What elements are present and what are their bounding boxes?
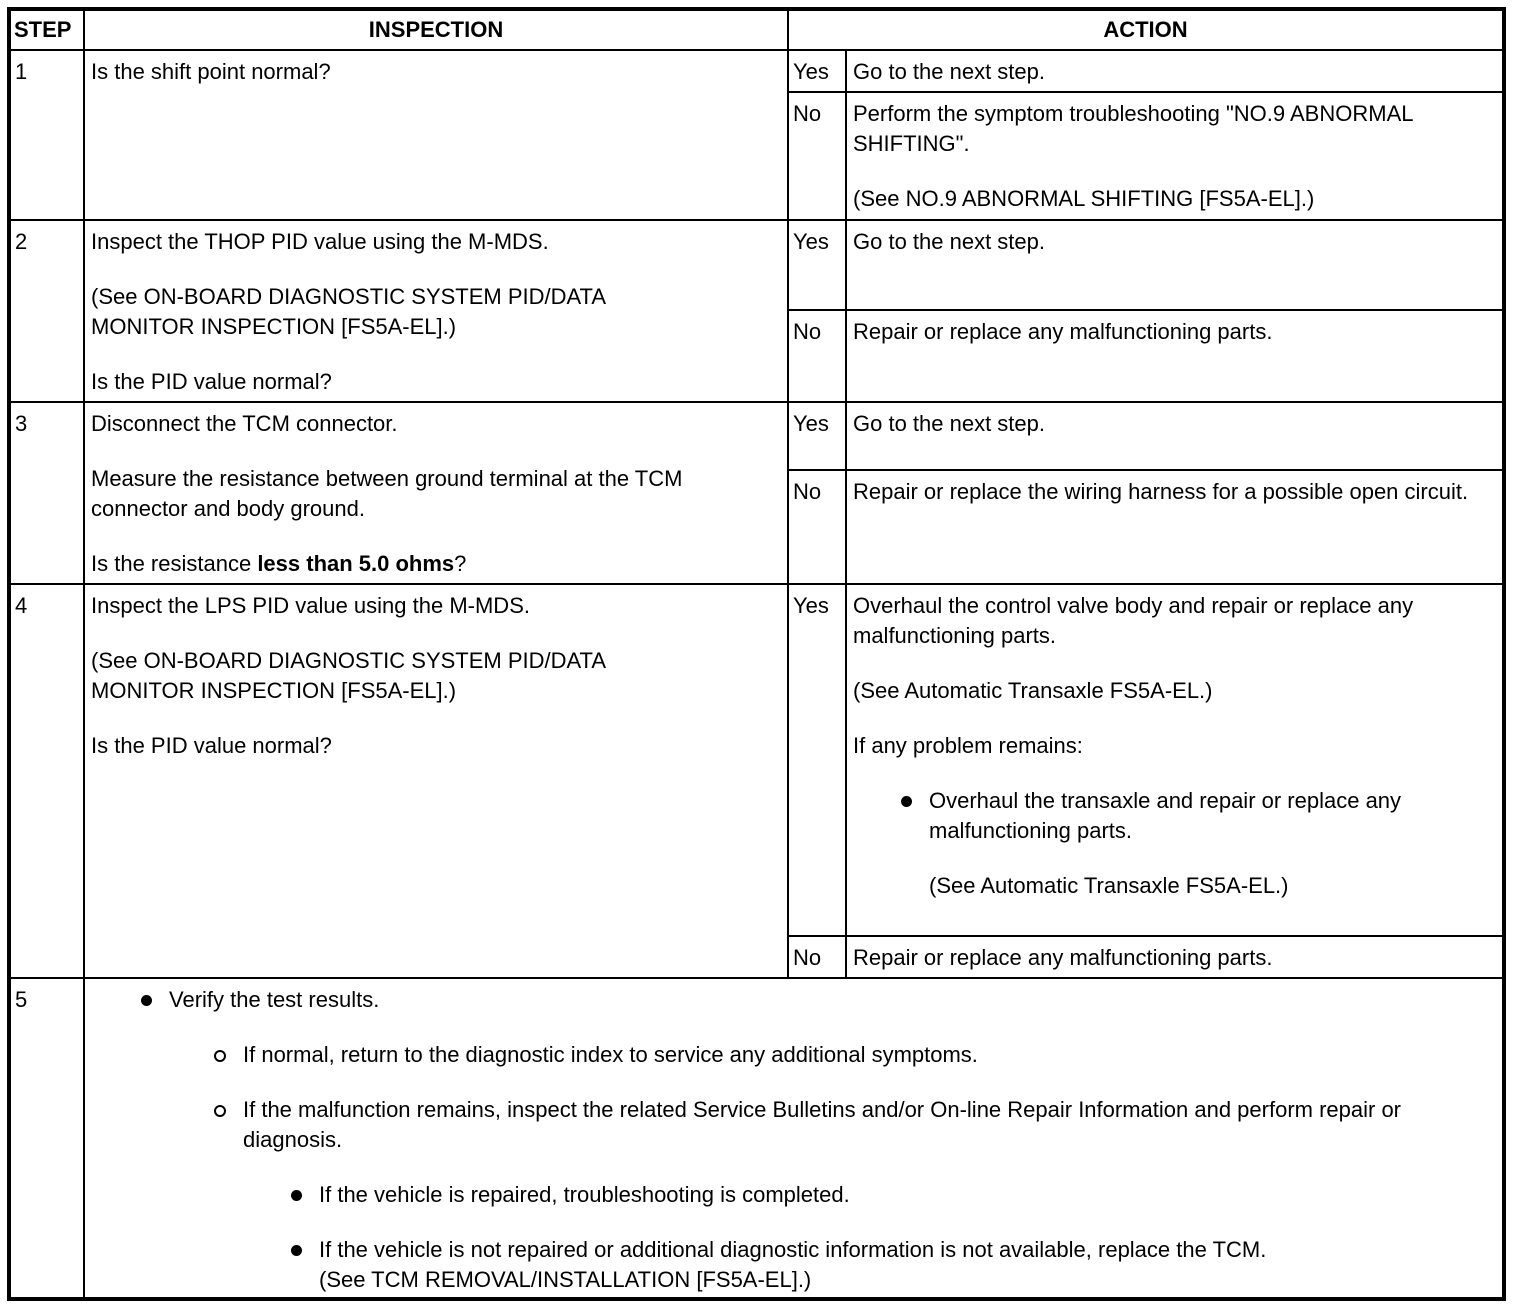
step5-content xyxy=(84,978,1504,1299)
step1-no-action xyxy=(846,92,1504,220)
yes-label: Yes xyxy=(788,220,846,310)
header-action: ACTION xyxy=(788,9,1504,50)
step4-yes-action xyxy=(846,584,1504,936)
troubleshooting-table xyxy=(7,7,1506,1301)
step5-row xyxy=(9,978,1504,1299)
step5-sub-2: If the malfunction remains, inspect the related Service Bulletins and/or On-line Repair Information and perform repair or diagnosis. xyxy=(243,1097,1402,1152)
step4-inspection-question: Is the PID value normal? xyxy=(91,733,332,758)
yes-label: Yes xyxy=(788,584,846,936)
step3-inspection xyxy=(84,402,788,584)
step3-yes-action: Go to the next step. xyxy=(846,402,1504,470)
step2-inspection-text: Inspect the THOP PID value using the M-MDS. xyxy=(91,229,549,254)
list-item xyxy=(893,786,1496,901)
no-label: No xyxy=(788,92,846,220)
step3-no-action: Repair or replace the wiring harness for a possible open circuit. xyxy=(846,470,1504,584)
step4-inspection-text: Inspect the LPS PID value using the M-MDS. xyxy=(91,593,530,618)
list-item xyxy=(207,1040,1496,1070)
step1-yes-action: Go to the next step. xyxy=(846,50,1504,92)
question-text: Is the resistance xyxy=(91,551,258,576)
step5-sub-1: If normal, return to the diagnostic index to service any additional symptoms. xyxy=(243,1042,978,1067)
step4-yes-row xyxy=(9,584,1504,936)
header-row xyxy=(9,9,1504,50)
list-item xyxy=(133,985,1496,1015)
list-item xyxy=(283,1180,1496,1210)
step1-inspection xyxy=(84,50,788,220)
bullet-icon xyxy=(291,1190,302,1201)
step4-inspection-ref: (See ON-BOARD DIAGNOSTIC SYSTEM PID/DATA MONITOR INSPECTION [FS5A-EL].) xyxy=(91,648,605,703)
step1-no-action-ref: (See NO.9 ABNORMAL SHIFTING [FS5A-EL].) xyxy=(853,186,1315,211)
no-label: No xyxy=(788,936,846,978)
step4-yes-action-ref: (See Automatic Transaxle FS5A-EL.) xyxy=(853,678,1213,703)
yes-label: Yes xyxy=(788,50,846,92)
step3-inspection-question xyxy=(91,549,781,579)
step2-inspection xyxy=(84,220,788,402)
step2-yes-row xyxy=(9,220,1504,310)
bullet-icon xyxy=(141,995,152,1006)
step4-no-action: Repair or replace any malfunctioning parts. xyxy=(846,936,1504,978)
step5-bullet: Verify the test results. xyxy=(169,987,380,1012)
bullet-icon xyxy=(291,1245,302,1256)
step2-inspection-question: Is the PID value normal? xyxy=(91,369,332,394)
step2-inspection-ref: (See ON-BOARD DIAGNOSTIC SYSTEM PID/DATA MONITOR INSPECTION [FS5A-EL].) xyxy=(91,284,605,339)
header-step: STEP xyxy=(9,9,84,50)
step4-yes-action-bullet: Overhaul the transaxle and repair or replace any malfunctioning parts. xyxy=(929,788,1402,843)
step5-subsub-2 xyxy=(319,1235,1496,1295)
header-inspection: INSPECTION xyxy=(84,9,788,50)
question-mark: ? xyxy=(454,551,467,576)
list-item xyxy=(207,1095,1403,1155)
step3-yes-row xyxy=(9,402,1504,470)
spec-value: less than 5.0 ohms xyxy=(257,551,455,576)
step4-yes-action-bullet-ref: (See Automatic Transaxle FS5A-EL.) xyxy=(929,873,1289,898)
step3-inspection-measure: Measure the resistance between ground terminal at the TCM connector and body ground. xyxy=(91,466,683,521)
step1-yes-row xyxy=(9,50,1504,92)
step5-subsub-2-text: If the vehicle is not repaired or additional diagnostic information is not available, replace the TCM. xyxy=(319,1237,1267,1262)
step-number: 1 xyxy=(9,50,84,220)
step-number: 5 xyxy=(9,978,84,1299)
step4-yes-action-text: Overhaul the control valve body and repair or replace any malfunctioning parts. xyxy=(853,593,1414,648)
step4-yes-action-remains: If any problem remains: xyxy=(853,733,1083,758)
circle-bullet-icon xyxy=(214,1050,226,1062)
step1-no-action-text: Perform the symptom troubleshooting "NO.9 ABNORMAL SHIFTING". xyxy=(853,101,1413,156)
step4-inspection xyxy=(84,584,788,978)
step-number: 3 xyxy=(9,402,84,584)
no-label: No xyxy=(788,470,846,584)
step-number: 4 xyxy=(9,584,84,978)
step5-subsub-1: If the vehicle is repaired, troubleshooting is completed. xyxy=(319,1182,850,1207)
step2-no-action: Repair or replace any malfunctioning parts. xyxy=(846,310,1504,402)
no-label: No xyxy=(788,310,846,402)
yes-label: Yes xyxy=(788,402,846,470)
list-item xyxy=(283,1235,1496,1295)
step-number: 2 xyxy=(9,220,84,402)
step3-inspection-text: Disconnect the TCM connector. xyxy=(91,411,398,436)
step1-inspection-text: Is the shift point normal? xyxy=(91,59,331,84)
bullet-icon xyxy=(901,796,912,807)
step2-yes-action: Go to the next step. xyxy=(846,220,1504,310)
circle-bullet-icon xyxy=(214,1105,226,1117)
step5-subsub-2-ref: (See TCM REMOVAL/INSTALLATION [FS5A-EL].) xyxy=(319,1267,812,1292)
